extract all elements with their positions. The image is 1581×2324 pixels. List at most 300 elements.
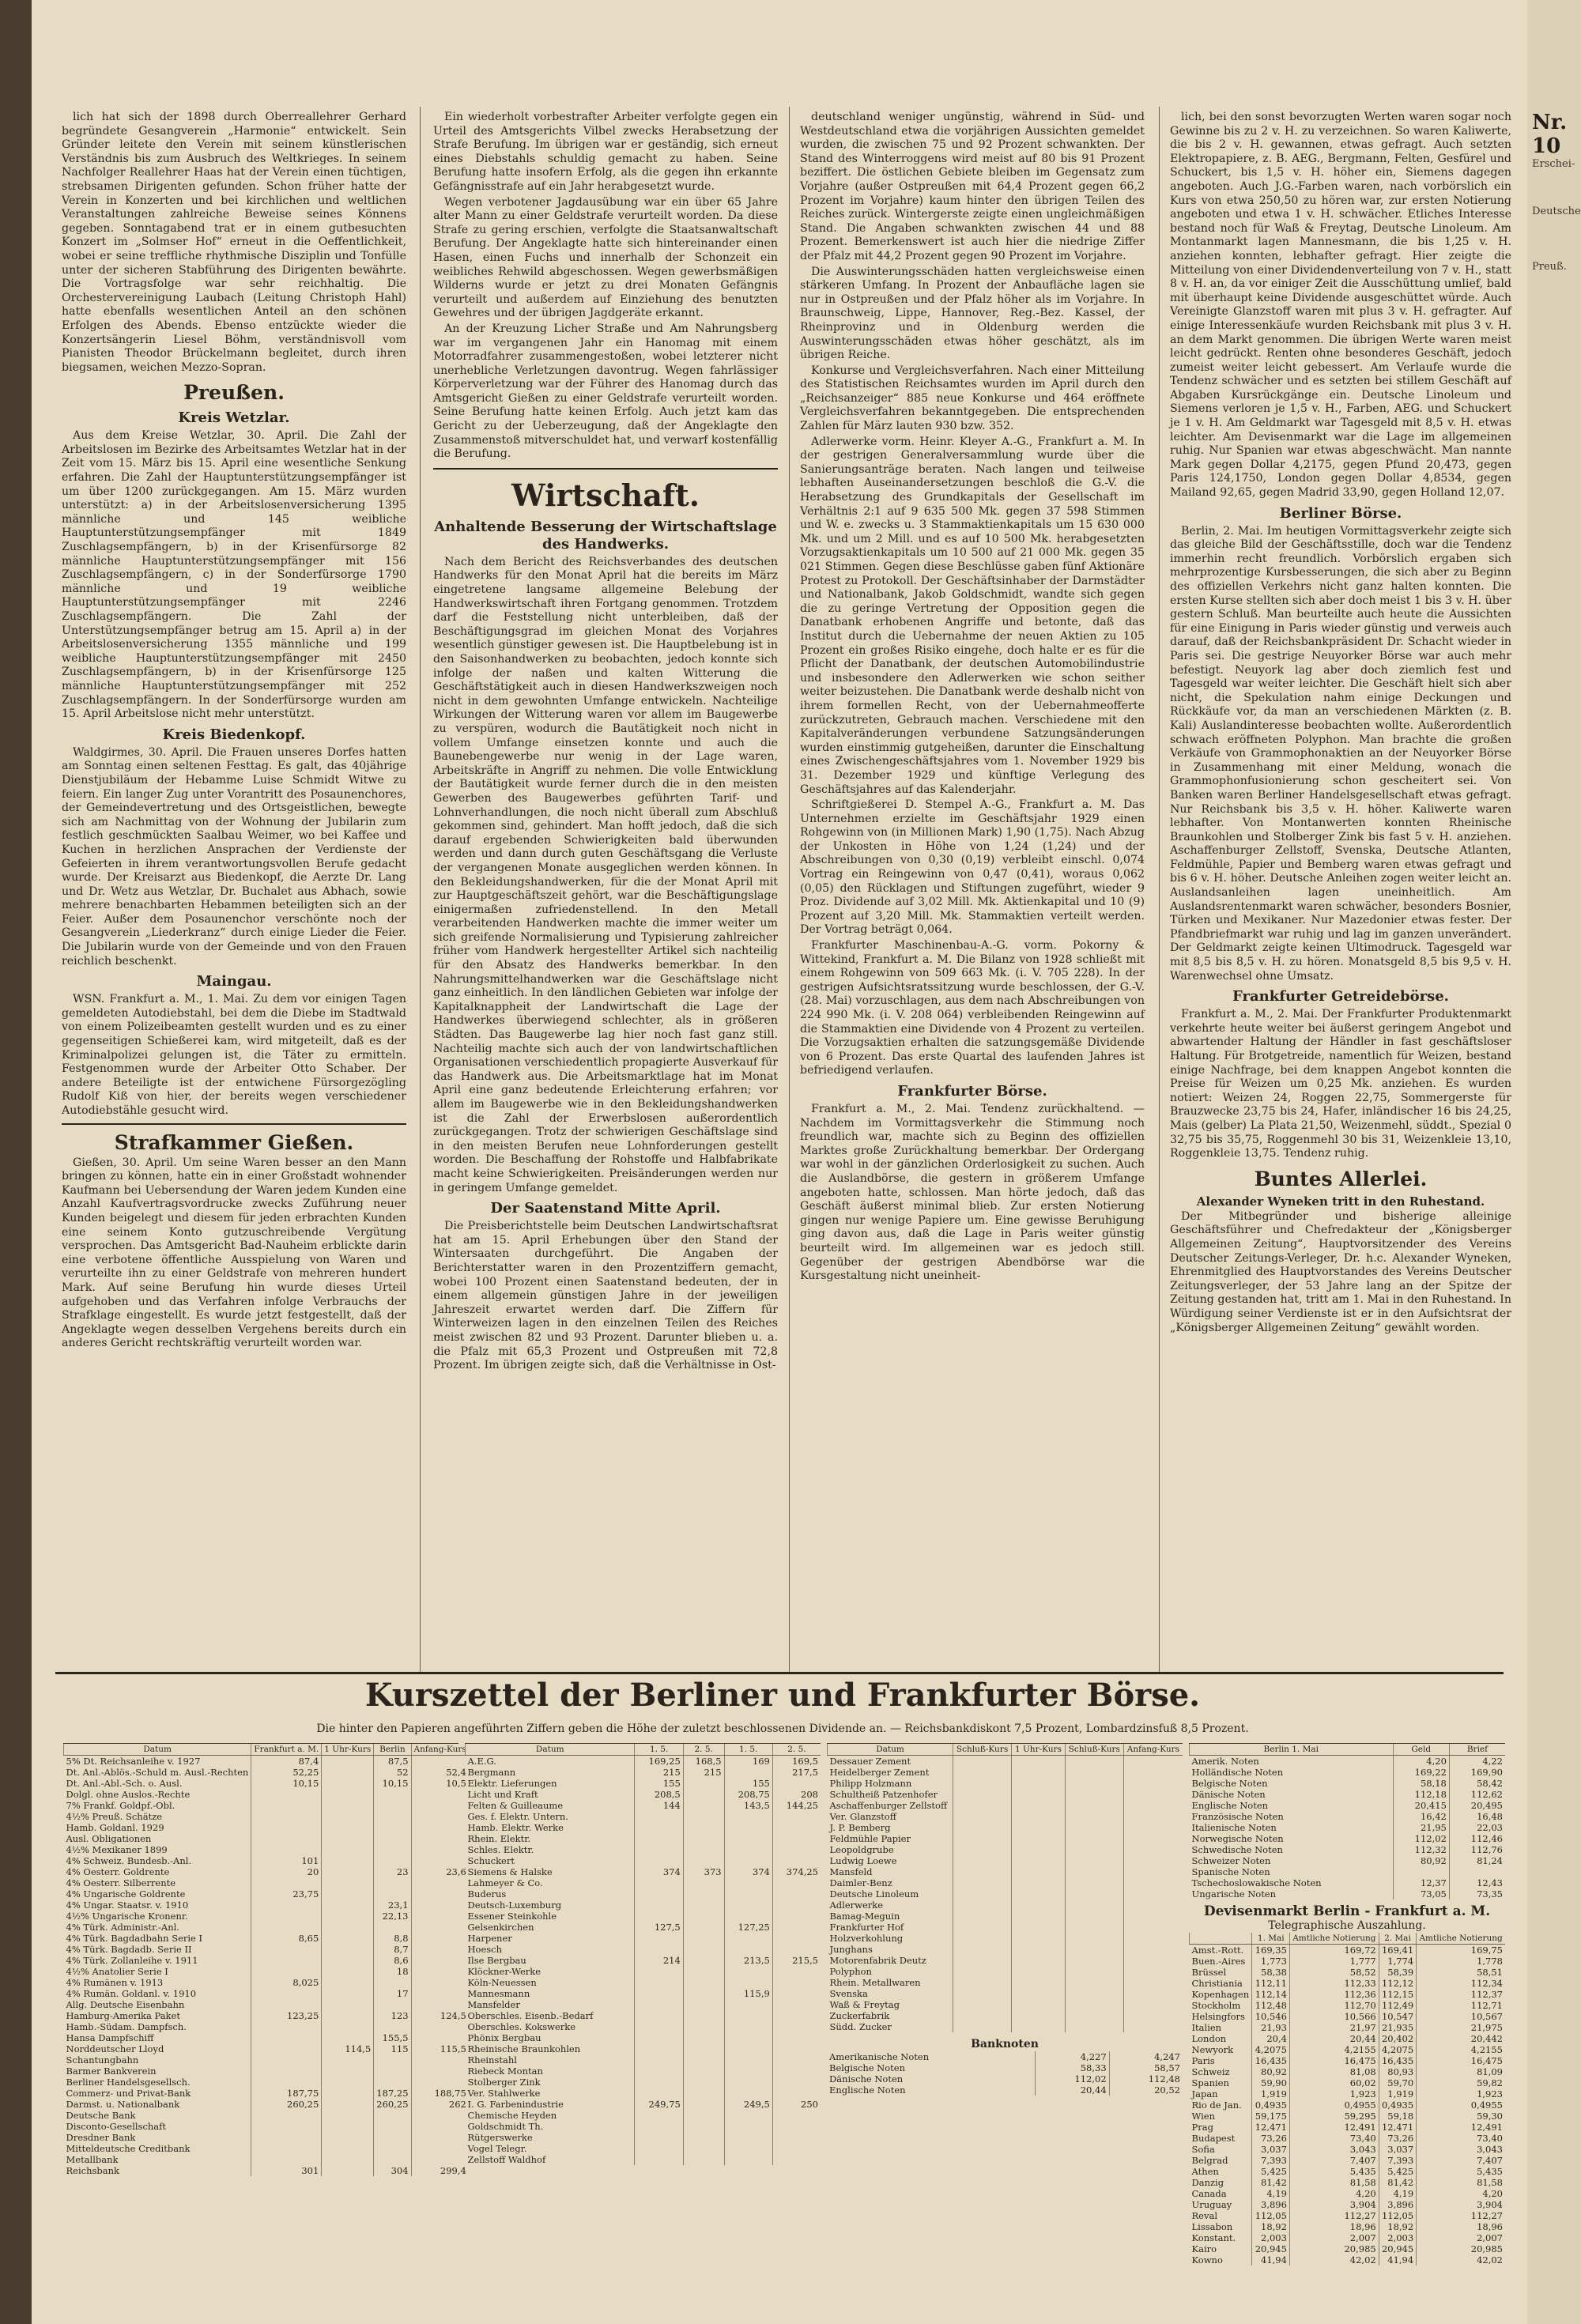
quote-value: 58,38 bbox=[1252, 1967, 1289, 1978]
quote-value: 112,70 bbox=[1289, 2000, 1379, 2011]
security-name: Philipp Holzmann bbox=[829, 1778, 912, 1789]
security-name: Helsingfors bbox=[1191, 2011, 1245, 2022]
security-name: Reval bbox=[1191, 2210, 1217, 2221]
security-name: Kairo bbox=[1191, 2243, 1217, 2254]
table-row bbox=[64, 2043, 469, 2054]
quote-value bbox=[411, 2066, 469, 2077]
table-row bbox=[828, 1866, 1183, 1877]
security-name: 4½% Mexikaner 1899 bbox=[66, 1844, 168, 1855]
quote-value: 112,37 bbox=[1417, 1989, 1505, 2000]
security-name: Italien bbox=[1191, 2022, 1222, 2033]
table-row bbox=[1190, 1833, 1506, 1844]
security-name: Köln-Neuessen bbox=[467, 1977, 537, 1988]
quote-value bbox=[772, 2032, 821, 2043]
quote-value bbox=[1393, 1866, 1449, 1877]
table-row bbox=[1190, 2221, 1506, 2232]
separator bbox=[62, 1123, 406, 1125]
security-name: Chemische Heyden bbox=[467, 2110, 557, 2121]
quote-value: 3,904 bbox=[1289, 2199, 1379, 2210]
security-name: Budapest bbox=[1191, 2133, 1236, 2144]
quote-value bbox=[322, 2066, 374, 2077]
security-name: Gelsenkirchen bbox=[467, 1922, 534, 1933]
quote-value: 20,985 bbox=[1417, 2243, 1505, 2254]
security-name: Ausl. Obligationen bbox=[66, 1833, 152, 1844]
security-name: Mannesmann bbox=[467, 1988, 530, 1999]
table-row bbox=[1190, 1800, 1506, 1811]
security-name: Mitteldeutsche Creditbank bbox=[66, 2143, 191, 2154]
quote-value bbox=[374, 2143, 411, 2154]
quote-value bbox=[683, 1800, 724, 1811]
quote-value bbox=[772, 1833, 821, 1844]
table-row bbox=[466, 1833, 821, 1844]
quote-value bbox=[772, 2077, 821, 2088]
table-row bbox=[828, 1767, 1183, 1778]
quote-value: 155,5 bbox=[374, 2032, 411, 2043]
quote-value bbox=[953, 1900, 1012, 1911]
security-name: Holländische Noten bbox=[1191, 1767, 1284, 1778]
column-rule bbox=[789, 107, 790, 1672]
quote-value bbox=[1012, 1844, 1066, 1855]
quote-value bbox=[1123, 1855, 1183, 1866]
security-name: 4½% Preuß. Schätze bbox=[66, 1811, 163, 1822]
quote-value bbox=[251, 1800, 322, 1811]
quote-value bbox=[322, 1900, 374, 1911]
table-row bbox=[64, 2088, 469, 2099]
table-row bbox=[828, 1877, 1183, 1888]
quote-value bbox=[322, 1977, 374, 1988]
table-row bbox=[466, 1888, 821, 1900]
quote-value bbox=[1123, 1933, 1183, 1944]
quote-value bbox=[411, 1811, 469, 1822]
table-row bbox=[828, 1900, 1183, 1911]
quote-value: 5,435 bbox=[1417, 2166, 1505, 2177]
quote-value bbox=[322, 1999, 374, 2010]
table-row bbox=[64, 1966, 469, 1977]
quote-value: 18,96 bbox=[1289, 2221, 1379, 2232]
table-row bbox=[466, 1855, 821, 1866]
kurszettel-title: Kurszettel der Berliner und Frankfurter Börse. bbox=[364, 1677, 1201, 1714]
quote-value bbox=[635, 2043, 683, 2054]
security-name: Reichsbank bbox=[66, 2165, 119, 2176]
table-row bbox=[1190, 2011, 1506, 2022]
table-row bbox=[466, 1922, 821, 1933]
quote-value: 112,18 bbox=[1393, 1789, 1449, 1800]
col-brief-1: Amtliche Notierung bbox=[1289, 1933, 1379, 1945]
quote-value bbox=[683, 1955, 724, 1966]
security-name: Buderus bbox=[467, 1888, 507, 1900]
table-row bbox=[1190, 1822, 1506, 1833]
col-noten: Berlin 1. Mai bbox=[1190, 1744, 1394, 1756]
quote-value: 112,27 bbox=[1289, 2210, 1379, 2221]
quote-value bbox=[251, 1944, 322, 1955]
heading-handwerk: Anhaltende Besserung der Wirtschaftslage des Handwerks. bbox=[434, 518, 777, 553]
security-name: Südd. Zucker bbox=[829, 2021, 892, 2032]
security-name: Adlerwerke bbox=[829, 1900, 884, 1911]
quote-value bbox=[683, 1900, 724, 1911]
security-name: 4½% Ungarische Kronenr. bbox=[66, 1911, 188, 1922]
table-row bbox=[466, 2010, 821, 2021]
quote-value bbox=[724, 1877, 772, 1888]
quote-value: 144,25 bbox=[772, 1800, 821, 1811]
quote-value bbox=[374, 1877, 411, 1888]
table-row bbox=[466, 2154, 821, 2165]
security-name: 4½% Anatolier Serie I bbox=[66, 1966, 168, 1977]
security-name: 4% Schweiz. Bundesb.-Anl. bbox=[66, 1855, 192, 1866]
quote-value bbox=[635, 2032, 683, 2043]
quote-value bbox=[251, 1999, 322, 2010]
quote-value: 112,27 bbox=[1417, 2210, 1505, 2221]
quote-value: 59,175 bbox=[1252, 2111, 1289, 2122]
quote-value bbox=[411, 1944, 469, 1955]
quote-value: 169,5 bbox=[772, 1756, 821, 1768]
quote-value bbox=[953, 1844, 1012, 1855]
quote-value bbox=[322, 1778, 374, 1789]
quote-value bbox=[635, 1844, 683, 1855]
quote-value: 12,471 bbox=[1379, 2122, 1416, 2133]
devisen-title: Devisenmarkt Berlin - Frankfurt a. M. bbox=[1203, 1903, 1491, 1919]
security-name: Klöckner-Werke bbox=[467, 1966, 541, 1977]
quote-value bbox=[1123, 1999, 1183, 2010]
quote-value bbox=[1065, 1800, 1123, 1811]
security-name: Italienische Noten bbox=[1191, 1822, 1277, 1833]
col-anfang: Anfang-Kurs bbox=[1123, 1744, 1183, 1756]
quote-value: 112,62 bbox=[1449, 1789, 1505, 1800]
quote-value bbox=[683, 1844, 724, 1855]
quote-value bbox=[724, 1822, 772, 1833]
quote-value bbox=[683, 1811, 724, 1822]
table-row bbox=[828, 1822, 1183, 1833]
security-name: Canada bbox=[1191, 2188, 1227, 2199]
security-name: Allg. Deutsche Eisenbahn bbox=[66, 1999, 185, 2010]
quote-value bbox=[683, 2154, 724, 2165]
table-row bbox=[828, 1844, 1183, 1855]
table-row bbox=[828, 1955, 1183, 1966]
quote-value bbox=[683, 2132, 724, 2143]
table-row bbox=[1190, 2044, 1506, 2055]
security-name: Oberschles. Eisenb.-Bedarf bbox=[467, 2010, 594, 2021]
table-row bbox=[1190, 2144, 1506, 2155]
quote-value: 81,24 bbox=[1449, 1855, 1505, 1866]
quote-value bbox=[411, 1999, 469, 2010]
quote-value bbox=[683, 1778, 724, 1789]
heading-getreideboerse: Frankfurter Getreidebörse. bbox=[1232, 988, 1449, 1005]
security-name: Felten & Guilleaume bbox=[467, 1800, 564, 1811]
quote-value bbox=[724, 1933, 772, 1944]
quote-value: 73,40 bbox=[1417, 2133, 1505, 2144]
quote-value: 301 bbox=[251, 2165, 322, 2176]
table-row bbox=[1190, 2066, 1506, 2077]
quote-value: 58,52 bbox=[1289, 1967, 1379, 1978]
quote-value bbox=[322, 1756, 374, 1768]
quote-value bbox=[1123, 1888, 1183, 1900]
quote-value bbox=[635, 2088, 683, 2099]
quote-value: 249,75 bbox=[635, 2099, 683, 2110]
security-name: Dresdner Bank bbox=[66, 2132, 136, 2143]
quote-value bbox=[953, 1778, 1012, 1789]
quote-value: 112,15 bbox=[1379, 1989, 1416, 2000]
quote-value: 169,35 bbox=[1252, 1945, 1289, 1956]
quote-value bbox=[953, 1833, 1012, 1844]
table-row bbox=[64, 1911, 469, 1922]
quote-value: 1,919 bbox=[1252, 2088, 1289, 2100]
quote-value bbox=[772, 1922, 821, 1933]
quote-value bbox=[635, 2021, 683, 2032]
table-row bbox=[64, 1922, 469, 1933]
article-adlerwerke: Adlerwerke vorm. Heinr. Kleyer A.-G., Frankfurt a. M. In der gestrigen Generalversammlung wurde über die Sanierungsanträge beraten. Nach langen und teilweise lebhaften Auseinandersetzungen beschloß die G.-V. die Herabsetzung des Grundkapitals der Gesellschaft im Verhältnis 2:1 auf 9 635 500 Mk. gegen 37 598 Stimmen und W. e. zwecks u. 3 Stammaktienkapitals um 15 630 000 Mk. und um 2 Mill. und es auf 10 500 Mk. herabgesetzten Vorzugsaktienkapitals um 10 500 auf 21 000 Mk. gegen 35 021 Stimmen. Gegen diese Beschlüsse gaben fünf Aktionäre Protest zu Protokoll. Der Geschäftsinhaber der Darmstädter und Nationalbank, Jakob Goldschmidt, wandte sich gegen die zu geringe Vertretung der Opposition gegen die Danatbank erhobenen Angriffe und betonte, daß das Institut durch die Uebernahme der neuen Aktien zu 105 Prozent ein großes Risiko eingehe, doch halte er es für die Pflicht der Danatbank, der deutschen Automobilindustrie und insbesondere den Adlerwerken wie schon seither weiter beizustehen. Die Danatbank werde deshalb nicht von ihrem formellen Recht, von der Uebernahmeofferte zurückzutreten, Gebrauch machen. Verschiedene mit den Kapitalveränderungen verbundene Satzungsänderungen wurden einstimmig gutgeheißen, darunter die Einschaltung eines Zwischengeschäftsjahres vom 1. November 1929 bis 31. Dezember 1929 und künftige Verlegung des Geschäftsjahres auf das Kalenderjahr. bbox=[800, 435, 1145, 796]
security-name: Dänische Noten bbox=[1191, 1789, 1266, 1800]
security-name: Ilse Bergbau bbox=[467, 1955, 526, 1966]
quote-value bbox=[724, 1888, 772, 1900]
table-row bbox=[1190, 2210, 1506, 2221]
quote-value bbox=[411, 2154, 469, 2165]
quote-value bbox=[322, 1888, 374, 1900]
table-row bbox=[828, 1911, 1183, 1922]
quote-value bbox=[1123, 1922, 1183, 1933]
quote-value bbox=[1065, 1955, 1123, 1966]
quote-value: 41,94 bbox=[1252, 2254, 1289, 2266]
quote-value bbox=[1449, 1866, 1505, 1877]
quote-value bbox=[1012, 1922, 1066, 1933]
quote-value: 73,26 bbox=[1379, 2133, 1416, 2144]
section-rule bbox=[55, 1672, 1504, 1674]
quote-value bbox=[724, 1999, 772, 2010]
quote-value bbox=[953, 1822, 1012, 1833]
security-name: Leopoldgrube bbox=[829, 1844, 894, 1855]
table-row bbox=[828, 1999, 1183, 2010]
quote-value bbox=[411, 1933, 469, 1944]
quote-value bbox=[251, 1955, 322, 1966]
table-row bbox=[64, 1999, 469, 2010]
quote-value bbox=[683, 1988, 724, 1999]
quote-value bbox=[374, 2077, 411, 2088]
article-frankfurter-boerse-cont: lich, bei den sonst bevorzugten Werten waren sogar noch Gewinne bis zu 2 v. H. zu verzeichnen. So waren Kaliwerte, die bis 2 v. H. gewannen, etwas gefragt. Auch setzten Elektropapiere, z. B. AEG., Bergmann, Felten, Gesfürel und Schuckert, bis 1,5 v. H. höher ein, Siemens dagegen angeboten. Auch J.G.-Farben waren, nach vorbörslich ein Kurs von etwa 250,50 zu hören war, zur ersten Notierung angeboten und etwa 1 v. H. schwächer. Etliches Interesse bestand noch für Waß & Freytag, Deutsche Linoleum. Am Montanmarkt lagen Mannesmann, die bis 1,25 v. H. anziehen konnten, lebhafter gefragt. Hier zeigte die Mitteilung von einer Dividendenverteilung von 7 v. H., statt 8 v. H. an, da vor einiger Zeit die Ausschüttung umlief, bald mit überhaupt keine Dividende ausgeschüttet würde. Auch Vereinigte Glanzstoff waren mit plus 3 v. H. gefragter. Auf einige Interessenkäufe wurden Reichsbank mit plus 3 v. H. an dem Markt genommen. Die übrigen Werte waren meist leicht gedrückt. Renten ohne besonderes Geschäft, jedoch zumeist weiter leicht gebessert. Am Verlaufe wurde die Tendenz schwächer und es setzten bei stillem Geschäft auf Abgaben Kursrückgänge ein. Deutsche Linoleum und Siemens verloren je 1,5 v. H., Farben, AEG. und Schuckert je 1 v. H. Am Geldmarkt war Tagesgeld mit 8,5 v. H. etwas leichter. Am Devisenmarkt war die Lage im allgemeinen ruhig. Nur Spanien war etwas abgeschwächt. Man nannte Mark gegen Dollar 4,2175, gegen Pfund 20,473, gegen Paris 124,1750, London gegen Dollar 4,8534, gegen Mailand 92,65, gegen Madrid 33,90, gegen Holland 12,07. bbox=[1170, 111, 1511, 500]
quote-value: 169,41 bbox=[1379, 1945, 1416, 1956]
quote-value bbox=[635, 2054, 683, 2066]
table-row bbox=[466, 1767, 821, 1778]
quote-value bbox=[251, 2021, 322, 2032]
security-name: Elektr. Lieferungen bbox=[467, 1778, 557, 1789]
issue-number: Nr. 10 bbox=[1532, 111, 1568, 158]
table-row bbox=[466, 2032, 821, 2043]
quote-value bbox=[374, 1888, 411, 1900]
quote-value bbox=[953, 1966, 1012, 1977]
quote-value: 73,05 bbox=[1393, 1888, 1449, 1900]
heading-frankfurter-boerse: Frankfurter Börse. bbox=[897, 1082, 1047, 1100]
quote-value bbox=[251, 2054, 322, 2066]
quote-value: 8,65 bbox=[251, 1933, 322, 1944]
quote-value: 4,22 bbox=[1449, 1756, 1505, 1768]
quote-value bbox=[374, 1800, 411, 1811]
quote-value bbox=[1012, 1933, 1066, 1944]
quote-value bbox=[374, 1977, 411, 1988]
article-frankfurter-boerse: Frankfurt a. M., 2. Mai. Tendenz zurückhaltend. — Nachdem im Vormittagsverkehr die Stimmung noch freundlich war, machte sich zu Beginn des offiziellen Marktes große Zurückhaltung bemerkbar. Der Ordergang war wohl in der gänzlichen Orderlosigkeit zu suchen. Auch die Auslandbörse, die gestern in größerem Umfange angeboten hatte, schlossen. Man hörte jedoch, daß das Geschäft äußerst minimal blieb. Zur ersten Notierung gingen nur wenige Papiere um. Eine gewisse Beruhigung ging davon aus, daß die Lage in Paris weiter günstig beurteilt wird. Im allgemeinen war es jedoch still. Gegenüber der gestrigen Abendbörse war die Kursgestaltung nicht uneinheit- bbox=[800, 1102, 1145, 1283]
quote-value bbox=[374, 2110, 411, 2121]
heading-kreis-wetzlar: Kreis Wetzlar. bbox=[178, 409, 290, 427]
quote-value bbox=[374, 2154, 411, 2165]
quote-value: 1,777 bbox=[1289, 1956, 1379, 1967]
security-name: Lahmeyer & Co. bbox=[467, 1877, 543, 1888]
quote-value bbox=[635, 1933, 683, 1944]
security-name: 4% Türk. Bagdadb. Serie II bbox=[66, 1944, 192, 1955]
quote-value bbox=[953, 1988, 1012, 1999]
quote-value bbox=[322, 1966, 374, 1977]
quote-value bbox=[374, 1833, 411, 1844]
table-row bbox=[466, 2021, 821, 2032]
article-arbeitslose-wetzlar: Aus dem Kreise Wetzlar, 30. April. Die Zahl der Arbeitslosen im Bezirke des Arbeitsamtes Wetzlar hat in der Zeit vom 15. März bis 15. April eine wesentliche Senkung erfahren. Die Zahl der Hauptunterstützungsempfänger ist um über 1200 zurückgegangen. Am 15. März wurden unterstützt: a) in der Arbeitslosenversicherung 1395 männliche und 145 weibliche Hauptunterstützungsempfänger mit 1849 Zuschlagsempfängern, b) in der Krisenfürsorge 82 männliche Hauptunterstützungsempfänger mit 156 Zuschlagsempfängern, c) in der Sonderfürsorge 1790 männliche und 19 weibliche Hauptunterstützungsempfänger mit 2246 Zuschlagsempfängern. Die Zahl der Unterstützungsempfänger betrug am 15. April a) in der Arbeitslosenversicherung 1355 männliche und 199 weibliche Hauptunterstützungsempfänger mit 2450 Zuschlagsempfängern, b) in der Krisenfürsorge 125 männliche Hauptunterstützungsempfänger mit 252 Zuschlagsempfängern. In der Sonderfürsorge wurden am 15. April Arbeitslose nicht mehr unterstützt. bbox=[62, 429, 406, 721]
article-getreideboerse: Frankfurt a. M., 2. Mai. Der Frankfurter Produktenmarkt verkehrte heute weiter bei äußerst geringem Angebot und abwartender Haltung der Händler in fast geschäftsloser Haltung. Für Brotgetreide, namentlich für Weizen, bestand einige Nachfrage, bei dem knappen Angebot konnten die Preise für Weizen um 0,25 Mk. anziehen. Es wurden notiert: Weizen 24, Roggen 22,75, Sommergerste für Brauzwecke 23,75 bis 24, Hafer, inländischer 16 bis 24,25, Mais (gelber) La Plata 21,50, Weizenmehl, süddt., Spezial 0 32,75 bis 35,75, Roggenmehl 30 bis 31, Weizenkleie 13,10, Roggenkleie 13,75. Tendenz ruhig. bbox=[1170, 1008, 1511, 1160]
table-row bbox=[828, 1933, 1183, 1944]
security-name: Motorenfabrik Deutz bbox=[829, 1955, 926, 1966]
quote-value bbox=[322, 2077, 374, 2088]
quote-value bbox=[724, 2121, 772, 2132]
security-name: Mansfeld bbox=[829, 1866, 873, 1877]
quote-value: 112,48 bbox=[1252, 2000, 1289, 2011]
security-name: Feldmühle Papier bbox=[829, 1833, 911, 1844]
quote-value bbox=[953, 1789, 1012, 1800]
quote-value bbox=[251, 2110, 322, 2121]
quote-value bbox=[635, 2154, 683, 2165]
quote-value: 169 bbox=[724, 1756, 772, 1768]
quote-value bbox=[724, 1911, 772, 1922]
quote-value bbox=[683, 1833, 724, 1844]
quote-value: 299,4 bbox=[411, 2165, 469, 2176]
quote-value: 42,02 bbox=[1417, 2254, 1505, 2266]
table-row bbox=[466, 2143, 821, 2154]
security-name: Konstant. bbox=[1191, 2232, 1236, 2243]
quote-value: 1,923 bbox=[1289, 2088, 1379, 2100]
quote-value: 23,6 bbox=[411, 1866, 469, 1877]
quote-value bbox=[322, 1811, 374, 1822]
quote-value bbox=[1123, 1955, 1183, 1966]
quote-value: 8,8 bbox=[374, 1933, 411, 1944]
security-name: 4% Türk. Bagdadbahn Serie I bbox=[66, 1933, 203, 1944]
security-name: Svenska bbox=[829, 1988, 868, 1999]
quote-value bbox=[635, 2077, 683, 2088]
security-name: Schuckert bbox=[467, 1855, 515, 1866]
security-name: I. G. Farbenindustrie bbox=[467, 2099, 564, 2110]
quote-value: 4,19 bbox=[1379, 2188, 1416, 2199]
quote-value bbox=[724, 2077, 772, 2088]
col-brief: Brief bbox=[1449, 1744, 1505, 1756]
security-name: Siemens & Halske bbox=[467, 1866, 553, 1877]
quote-value: 250 bbox=[772, 2099, 821, 2110]
quote-value bbox=[374, 2021, 411, 2032]
quote-value: 374 bbox=[635, 1866, 683, 1877]
table-row bbox=[1190, 1844, 1506, 1855]
quote-value: 4,2155 bbox=[1417, 2044, 1505, 2055]
quote-value: 260,25 bbox=[251, 2099, 322, 2110]
security-name: Schwedische Noten bbox=[1191, 1844, 1283, 1855]
edge-fragment: Erschei- bbox=[1532, 158, 1575, 170]
quote-value bbox=[772, 2010, 821, 2021]
security-name: Holzverkohlung bbox=[829, 1933, 904, 1944]
col-d1: 1. 5. bbox=[635, 1744, 683, 1756]
col-geld-2: 2. Mai bbox=[1379, 1933, 1416, 1945]
edge-fragment: Deutsche bbox=[1532, 206, 1581, 217]
quote-value bbox=[1012, 1955, 1066, 1966]
column-1 bbox=[62, 111, 406, 1353]
security-name: 4% Rumänen v. 1913 bbox=[66, 1977, 164, 1988]
quote-value: 112,34 bbox=[1417, 1978, 1505, 1989]
table-row bbox=[1190, 2133, 1506, 2144]
quote-value bbox=[683, 2054, 724, 2066]
security-name: Aschaffenburger Zellstoff bbox=[829, 1800, 948, 1811]
quote-value bbox=[772, 2021, 821, 2032]
security-name: Frankfurter Hof bbox=[829, 1922, 904, 1933]
security-name: Schweiz bbox=[1191, 2066, 1230, 2077]
banknoten-title: Banknoten bbox=[971, 2038, 1039, 2050]
table-row bbox=[1190, 2166, 1506, 2177]
heading-buntes-allerlei: Buntes Allerlei. bbox=[1254, 1167, 1428, 1190]
quote-value: 52 bbox=[374, 1767, 411, 1778]
security-name: 5% Dt. Reichsanleihe v. 1927 bbox=[66, 1756, 201, 1767]
quote-value bbox=[683, 2099, 724, 2110]
quote-value bbox=[1065, 1778, 1123, 1789]
security-name: Schantungbahn bbox=[66, 2054, 139, 2066]
security-name: Dolgl. ohne Auslos.-Rechte bbox=[66, 1789, 191, 1800]
table-row bbox=[64, 1844, 469, 1855]
security-name: London bbox=[1191, 2033, 1227, 2044]
quote-value bbox=[683, 1822, 724, 1833]
quote-value: 8,025 bbox=[251, 1977, 322, 1988]
quote-value bbox=[411, 1955, 469, 1966]
quote-value: 4,227 bbox=[1035, 2051, 1109, 2062]
quote-value bbox=[635, 1900, 683, 1911]
column-rule bbox=[420, 107, 421, 1672]
quote-value bbox=[322, 1833, 374, 1844]
security-name: 4% Ungarische Goldrente bbox=[66, 1888, 186, 1900]
quote-value bbox=[1123, 2021, 1183, 2032]
security-name: Ver. Glanzstoff bbox=[829, 1811, 896, 1822]
table-row bbox=[64, 2121, 469, 2132]
quote-value bbox=[724, 2143, 772, 2154]
quote-value bbox=[953, 1800, 1012, 1811]
table-row bbox=[64, 1888, 469, 1900]
table-row bbox=[828, 1855, 1183, 1866]
column-2 bbox=[433, 111, 778, 1375]
quote-value bbox=[411, 1888, 469, 1900]
quote-value bbox=[772, 1877, 821, 1888]
security-name: Norddeutscher Lloyd bbox=[66, 2043, 164, 2054]
table-row bbox=[64, 1866, 469, 1877]
security-name: 4% Türk. Administr.-Anl. bbox=[66, 1922, 179, 1933]
table-row bbox=[466, 2110, 821, 2121]
security-name: Deutsch-Luxemburg bbox=[467, 1900, 562, 1911]
security-name: Rhein. Elektr. bbox=[467, 1833, 531, 1844]
quote-value bbox=[1065, 1767, 1123, 1778]
quote-value: 168,5 bbox=[683, 1756, 724, 1768]
security-name: Daimler-Benz bbox=[829, 1877, 892, 1888]
quote-value bbox=[635, 1911, 683, 1922]
quote-value bbox=[1012, 1977, 1066, 1988]
table-row bbox=[64, 2032, 469, 2043]
quote-value bbox=[251, 2121, 322, 2132]
quote-value bbox=[322, 2099, 374, 2110]
quote-value: 214 bbox=[635, 1955, 683, 1966]
col-schluss: Schluß-Kurs bbox=[953, 1744, 1012, 1756]
security-name: Mansfelder bbox=[467, 1999, 520, 2010]
article-auswinterung: Die Auswinterungsschäden hatten vergleichsweise einen stärkeren Umfang. In Prozent der Anbaufläche lagen sie nur in Ostpreußen und der Pfalz höher als im Vorjahre. In Braunschweig, Lippe, Hannover, Reg.-Bez. Kassel, der Rheinprovinz und in Oldenburg werden die Auswinterungsschäden etwas höher geschätzt, als im übrigen Reiche. bbox=[800, 265, 1145, 362]
quote-value: 213,5 bbox=[724, 1955, 772, 1966]
quote-value bbox=[772, 1933, 821, 1944]
quote-value bbox=[772, 1966, 821, 1977]
quote-value bbox=[953, 1922, 1012, 1933]
quote-value: 20,402 bbox=[1379, 2033, 1416, 2044]
quote-value: 169,25 bbox=[635, 1756, 683, 1768]
quote-value: 3,896 bbox=[1252, 2199, 1289, 2210]
article-handwerk: Nach dem Bericht des Reichsverbandes des deutschen Handwerks für den Monat April hat die bereits im März eingetretene langsame allgemeine Belebung der Handwerkswirtschaft ihren Fortgang genommen. Trotzdem darf die Feststellung nicht unterbleiben, daß der Beschäftigungsgrad im gleichen Monat des Vorjahres wesentlich günstiger gewesen ist. Die Hauptbelebung ist in den Saisonhandwerken zu beobachten, jedoch konnte sich infolge der naßen und kalten Witterung die Geschäftstätigkeit auch in diesen Handwerkszweigen noch nicht in dem gewohnten Umfange entwickeln. Nachteilige Wirkungen der Witterung waren vor allem im Baugewerbe zu verspüren, wodurch die Bautätigkeit noch nicht in vollem Umfange einsetzen konnte und auch die Baunebengewerbe nur wenig in der Lage waren, Arbeitskräfte in Angriff zu nehmen. Die volle Entwicklung der Bautätigkeit wurde ferner durch die in den meisten Gewerben des Baugewerbes geführten Tarif- und Lohnverhandlungen, die noch nicht überall zum Abschluß gekommen sind, gehindert. Man hofft jedoch, daß die sich darauf ergebenden Schwierigkeiten bald überwunden werden und dann durch guten Geschäftsgang die Verluste der vergangenen Monate ausgeglichen werden können. In den Bekleidungshandwerken, für die der Monat April mit zur Hauptgeschäftszeit gehört, war die Beschäftigungslage einigermaßen zufriedenstellend. In den Metall verarbeitenden Handwerken machte die immer weiter um sich greifende Normalisierung und Typisierung zahlreicher früher vom Handwerk hergestellter Artikel sich nachteilig für den Absatz des Handwerks bemerkbar. In den Nahrungsmittelhandwerken war die Geschäftslage nicht ganz einheitlich. In den ländlichen Gebieten war infolge der Kapitalknappheit der Landwirtschaft die Lage der Handwerkes überwiegend schlechter, als in größeren Städten. Das Baugewerbe lag hier noch fast ganz still. Nachteilig machte sich auch der von landwirtschaftlichen Organisationen verschiedentlich propagierte Ausverkauf für das Handwerk aus. Die Arbeitsmarktlage hat im Monat April eine ganz bedeutende Erleichterung erfahren; vor allem im Baugewerbe wie in den Bekleidungshandwerken ist die Zahl der Erwerbslosen außerordentlich zurückgegangen. Trotz der schwierigen Geschäftslage sind in den meisten Berufen neue Lohnforderungen gestellt worden. Die Beschaffung der Rohstoffe und Halbfabrikate macht keine Schwierigkeiten. Preisänderungen werden nur in geringem Umfange gemeldet. bbox=[433, 555, 778, 1194]
quote-value bbox=[1065, 1900, 1123, 1911]
